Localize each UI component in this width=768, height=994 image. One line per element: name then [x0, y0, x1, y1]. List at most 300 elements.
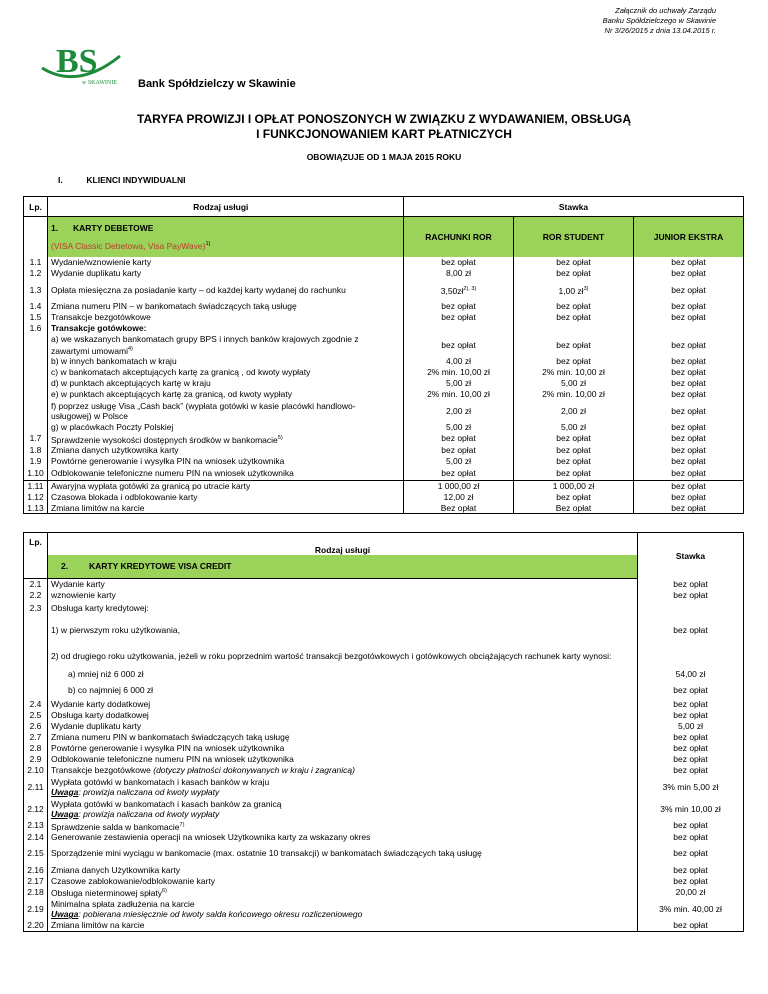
row-lp: 1.7 [24, 433, 48, 445]
debit-row [24, 312, 744, 323]
bank-name: Bank Spółdzielczy w Skawinie [138, 78, 296, 90]
row-value: bez opłat [638, 743, 744, 754]
row-note-text: : pobierana miesięcznie od kwoty salda końcowego okresu rozliczeniowego [78, 909, 363, 920]
row-text-value: Awaryjna wypłata gotówki za granicą po utracie karty [51, 481, 251, 492]
row-text-value: b) co najmniej 6 000 zł [68, 684, 154, 695]
value-text: bez opłat [556, 444, 591, 455]
row-value: bez opłat [638, 710, 744, 721]
value-text: bez opłat [556, 455, 591, 466]
row-lp: 1.11 [24, 480, 48, 491]
row-text-value: b) w innych bankomatach w kraju [51, 356, 177, 366]
row-text-value: Obsługa karty kredytowej: [51, 602, 149, 613]
document-title [0, 112, 768, 142]
row-text-value: Sprawdzenie salda w bankomacie [51, 821, 180, 832]
row-lp: 1.8 [24, 444, 48, 455]
row-value-0 [404, 378, 514, 389]
debit-cards-table [23, 196, 744, 514]
value-text: 2% min. 10,00 zł [427, 367, 490, 377]
title-line: I FUNKCJONOWANIEM KART PŁATNICZYCH [256, 127, 512, 141]
row-value-1 [514, 502, 634, 513]
row-value: bez opłat [638, 681, 744, 699]
row-text [48, 875, 638, 886]
value-text: bez opłat [671, 312, 706, 322]
row-text-value: Czasowa blokada i odblokowanie karty [51, 491, 198, 502]
row-text-value: Opłata miesięczna za posiadanie karty – od każdej karty wydanej do rachunku [51, 284, 346, 295]
row-note-label: Uwaga [51, 786, 79, 797]
row-text-value: Odblokowanie telefoniczne numeru PIN na wniosek użytkownika [51, 468, 294, 479]
row-note-text: : prowizja naliczana od kwoty wypłaty [78, 786, 220, 797]
value-text: bez opłat [441, 339, 476, 350]
debit-row [24, 334, 744, 356]
row-text-value: c) w bankomatach akceptujących kartę za granicą , od kwoty wypłaty [51, 367, 311, 377]
row-lp: 1.2 [24, 268, 48, 279]
row-lp: 2.12 [24, 798, 48, 820]
row-value-2 [634, 433, 744, 445]
row-text [48, 743, 638, 754]
row-text-value: Transakcje bezgotówkowe [51, 312, 151, 322]
row-value: bez opłat [638, 842, 744, 864]
row-value-1 [514, 279, 634, 301]
service-header: Rodzaj usługi [48, 197, 394, 217]
row-text [48, 400, 394, 422]
debit-row [24, 455, 744, 466]
row-text [48, 615, 638, 645]
row-value-0 [404, 480, 514, 491]
row-lp: 2.20 [24, 920, 48, 931]
row-lp: 2.4 [24, 699, 48, 710]
row-lp [24, 681, 48, 699]
row-lp: 2.18 [24, 886, 48, 898]
row-text [48, 312, 394, 323]
row-text-value: Zmiana numeru PIN – w bankomatach świadczących taką usługę [51, 301, 297, 311]
credit-row [24, 743, 744, 754]
value-text: 12,00 zł [443, 491, 474, 502]
credit-row [24, 898, 744, 920]
row-value-2 [634, 422, 744, 433]
row-text [48, 776, 638, 798]
row-text [48, 279, 394, 301]
debit-row [24, 268, 744, 279]
group-number-2: 2. [61, 561, 69, 572]
row-lp [24, 356, 48, 367]
logo-letters: BS [56, 43, 98, 80]
row-text [48, 444, 394, 455]
row-text [48, 502, 394, 513]
row-value-2 [634, 502, 744, 513]
debit-row [24, 433, 744, 445]
row-text-value: Transakcje bezgotówkowe [51, 765, 151, 775]
group-sub: (VISA Classic Debetowa, Visa PayWave) [51, 240, 206, 251]
row-value-0 [404, 356, 514, 367]
row-text-value: 2) od drugiego roku użytkowania, jeżeli w roku poprzednim wartość transakcji bezgotówkowych i gotówkowych obciążających rachunek karty wynosi: [51, 650, 612, 661]
row-value: bez opłat [638, 590, 744, 601]
row-lp: 2.17 [24, 875, 48, 886]
row-value-1 [514, 422, 634, 433]
debit-row [24, 279, 744, 301]
row-value-1 [514, 444, 634, 455]
row-lp [24, 400, 48, 422]
debit-row [24, 444, 744, 455]
row-text [48, 721, 638, 732]
value-text: 2,00 zł [560, 405, 587, 416]
group-sup: 1) [205, 240, 211, 247]
row-text [48, 898, 638, 920]
row-text-value: a) we wskazanych bankomatach grupy BPS i innych banków krajowych zgodnie z zawartymi umowami [51, 333, 359, 356]
row-value-2 [634, 444, 744, 455]
row-value-1 [514, 389, 634, 400]
row-value-0 [404, 400, 514, 422]
row-text-value: Sprawdzenie wysokości dostępnych środków w bankomacie [51, 434, 278, 445]
credit-row [24, 798, 744, 820]
row-value: bez opłat [638, 864, 744, 875]
row-text [48, 820, 638, 832]
row-lp: 1.12 [24, 491, 48, 502]
row-lp: 1.9 [24, 455, 48, 466]
row-text [48, 765, 638, 776]
row-value-1 [514, 400, 634, 422]
row-value-2 [634, 367, 744, 378]
value-sup: 2), 3) [463, 285, 477, 292]
row-lp [24, 667, 48, 681]
credit-row [24, 681, 744, 699]
row-value-0 [404, 491, 514, 502]
value-text: 5,00 zł [445, 378, 472, 388]
row-text [48, 480, 394, 491]
value-text: bez opłat [671, 405, 706, 416]
row-value-1 [514, 356, 634, 367]
credit-row [24, 754, 744, 765]
debit-row [24, 301, 744, 312]
lp-header: Lp. [24, 197, 48, 217]
group-name: KARTY DEBETOWE [73, 222, 154, 233]
row-text-value: Wypłata gotówki w bankomatach i kasach banków za granicą [51, 798, 282, 809]
debit-row [24, 257, 744, 268]
row-value-2 [634, 400, 744, 422]
row-value: bez opłat [638, 920, 744, 931]
credit-row [24, 601, 744, 615]
row-value-2 [634, 323, 744, 334]
row-text [48, 491, 394, 502]
row-note-text: : prowizja naliczana od kwoty wypłaty [78, 808, 220, 819]
value-text: bez opłat [671, 301, 706, 311]
document-subtitle: OBOWIĄZUJE OD 1 MAJA 2015 ROKU [306, 152, 462, 162]
row-value: bez opłat [638, 699, 744, 710]
row-lp: 2.11 [24, 776, 48, 798]
value-text: bez opłat [671, 491, 706, 502]
row-lp: 2.10 [24, 765, 48, 776]
row-lp [24, 389, 48, 400]
value-text: bez opłat [671, 356, 706, 366]
credit-cards-table [23, 532, 744, 932]
row-value [638, 645, 744, 667]
row-value-2 [634, 378, 744, 389]
value-text: bez opłat [671, 455, 706, 466]
value-text: bez opłat [556, 491, 591, 502]
section-number: I. [58, 175, 63, 185]
credit-row [24, 645, 744, 667]
value-text: bez opłat [556, 356, 591, 366]
row-text-value: Obsługa nieterminowej spłaty [51, 888, 163, 899]
debit-row [24, 466, 744, 480]
rate-header: Stawka [404, 197, 744, 217]
row-value-0 [404, 422, 514, 433]
row-lp [24, 615, 48, 645]
row-value-2 [634, 491, 744, 502]
row-text [48, 645, 638, 667]
row-text [48, 334, 394, 356]
row-value: bez opłat [638, 820, 744, 832]
value-text: 5,00 zł [445, 455, 472, 466]
row-value: bez opłat [638, 615, 744, 645]
row-text-value: Transakcje gotówkowe: [51, 323, 147, 333]
row-text-value: Wydanie karty dodatkowej [51, 699, 151, 709]
bank-logo [38, 38, 124, 90]
row-value-0 [404, 444, 514, 455]
row-lp [24, 378, 48, 389]
credit-row [24, 579, 744, 590]
row-lp: 1.4 [24, 301, 48, 312]
row-value: bez opłat [638, 754, 744, 765]
row-lp: 1.3 [24, 279, 48, 301]
value-text: bez opłat [671, 367, 706, 377]
credit-row [24, 886, 744, 898]
col-ror: RACHUNKI ROR [404, 217, 514, 257]
row-text [48, 699, 638, 710]
row-sup: 5) [277, 434, 283, 441]
row-text-value: Zmiana numeru PIN w bankomatach świadczących taką usługę [51, 732, 290, 742]
value-text: 1 000,00 zł [437, 481, 480, 492]
row-text-value: Sporządzenie mini wyciągu w bankomacie (max. ostatnie 10 transakcji) w bankomatach świadczących taką usługę [51, 848, 482, 859]
row-text [48, 590, 638, 601]
value-text: bez opłat [556, 339, 591, 350]
value-text: bez opłat [441, 444, 476, 455]
row-lp: 1.5 [24, 312, 48, 323]
row-text [48, 864, 638, 875]
service-header-2: Rodzaj usługi [48, 533, 638, 555]
row-text [48, 455, 394, 466]
credit-row [24, 710, 744, 721]
row-text-value: f) poprzez usługę Visa „Cash back” (wypłata gotówki w kasie placówki handlowo- usługowej) w Polsce [51, 400, 356, 421]
value-text: 2,00 zł [445, 405, 472, 416]
row-text-value: wznowienie karty [51, 590, 116, 600]
row-text [48, 356, 394, 367]
row-lp: 2.1 [24, 579, 48, 590]
row-value-1 [514, 323, 634, 334]
row-text-value: Czasowe zablokowanie/odblokowanie karty [51, 875, 215, 886]
value-text: 8,00 zł [445, 268, 472, 278]
row-text-value: Zmiana limitów na karcie [51, 920, 145, 931]
value-text: 5,00 zł [560, 378, 587, 388]
row-text-value: d) w punktach akceptujących kartę w kraju [51, 378, 211, 388]
row-text-value: Powtórne generowanie i wysyłka PIN na wniosek użytkownika [51, 455, 285, 466]
debit-row [24, 400, 744, 422]
debit-row [24, 323, 744, 334]
section-heading [58, 175, 186, 185]
row-value-2 [634, 334, 744, 356]
value-text: bez opłat [441, 301, 476, 311]
note-line: Załącznik do uchwały Zarządu [615, 6, 716, 15]
value-text: bez opłat [556, 312, 591, 322]
row-lp: 2.6 [24, 721, 48, 732]
credit-row [24, 667, 744, 681]
row-text-value: a) mniej niż 6 000 zł [68, 668, 144, 679]
row-value-0 [404, 367, 514, 378]
value-text: 4,00 zł [445, 356, 472, 366]
row-text-value: Obsługa karty dodatkowej [51, 710, 149, 720]
debit-row [24, 389, 744, 400]
row-value-2 [634, 301, 744, 312]
row-text-value: Wydanie/wznowienie karty [51, 257, 152, 267]
row-value: 54,00 zł [638, 667, 744, 681]
value-text: 5,00 zł [560, 422, 587, 432]
row-value-1 [514, 491, 634, 502]
row-value: bez opłat [638, 765, 744, 776]
row-text [48, 466, 394, 480]
row-value-2 [634, 279, 744, 301]
value-text: Bez opłat [555, 502, 592, 513]
row-text-value: Wydanie duplikatu karty [51, 721, 142, 731]
row-lp: 2.8 [24, 743, 48, 754]
row-value-0 [404, 268, 514, 279]
row-text-value: e) w punktach akceptujących kartę za granicą, od kwoty wypłaty [51, 389, 292, 399]
row-value-1 [514, 268, 634, 279]
row-lp [24, 422, 48, 433]
row-value: bez opłat [638, 579, 744, 590]
row-value-0 [404, 455, 514, 466]
value-text: bez opłat [441, 312, 476, 322]
value-text: bez opłat [671, 389, 706, 399]
row-text-value: Wydanie duplikatu karty [51, 268, 142, 278]
value-text: bez opłat [671, 284, 706, 295]
value-text: bez opłat [671, 339, 706, 350]
value-text: bez opłat [671, 444, 706, 455]
row-italic: (dotyczy płatności dokonywanych w kraju i zagranicą) [153, 765, 355, 775]
row-text [48, 754, 638, 765]
row-value-1 [514, 455, 634, 466]
debit-row [24, 480, 744, 491]
debit-row [24, 491, 744, 502]
row-text [48, 422, 394, 433]
row-lp [24, 645, 48, 667]
row-value-1 [514, 301, 634, 312]
row-lp: 2.15 [24, 842, 48, 864]
row-value-2 [634, 356, 744, 367]
row-text-value: Wydanie karty [51, 579, 105, 590]
row-value: 3% min. 40,00 zł [638, 898, 744, 920]
row-lp: 2.13 [24, 820, 48, 832]
row-text [48, 301, 394, 312]
row-value: bez opłat [638, 831, 744, 842]
row-text [48, 257, 394, 268]
row-lp: 2.16 [24, 864, 48, 875]
row-value-0 [404, 502, 514, 513]
row-value-1 [514, 433, 634, 445]
row-text-value: Wypłata gotówki w bankomatach i kasach banków w kraju [51, 776, 270, 787]
row-value: 20,00 zł [638, 886, 744, 898]
credit-row [24, 842, 744, 864]
value-sup: 3) [583, 285, 589, 292]
row-value-2 [634, 312, 744, 323]
row-text [48, 601, 638, 615]
row-value-1 [514, 466, 634, 480]
row-lp: 2.2 [24, 590, 48, 601]
row-value: 5,00 zł [638, 721, 744, 732]
row-text-value: Zmiana limitów na karcie [51, 502, 145, 513]
note-line: Nr 3/26/2015 z dnia 13.04.2015 r. [604, 26, 716, 35]
logo-sub: w SKAWINIE [82, 80, 118, 86]
row-text [48, 389, 394, 400]
row-text-value: Zmiana danych Użytkownika karty [51, 864, 180, 875]
debit-row [24, 367, 744, 378]
credit-row [24, 820, 744, 832]
row-text [48, 268, 394, 279]
value-text: bez opłat [556, 257, 591, 267]
row-text-value: Powtórne generowanie i wysyłka PIN na wniosek użytkownika [51, 743, 285, 753]
row-value [638, 601, 744, 615]
row-lp: 2.19 [24, 898, 48, 920]
value-text: bez opłat [556, 301, 591, 311]
row-value-1 [514, 480, 634, 491]
value-text: bez opłat [671, 268, 706, 278]
value-text: bez opłat [671, 433, 706, 444]
row-text-value: Odblokowanie telefoniczne numeru PIN na wniosek użytkownika [51, 754, 294, 764]
group-number: 1. [51, 222, 59, 233]
credit-row [24, 721, 744, 732]
row-text-value: Generowanie zestawienia operacji na wniosek Użytkownika karty za wskazany okres [51, 831, 371, 842]
row-value-2 [634, 466, 744, 480]
value-text: 1 000,00 zł [552, 481, 595, 492]
credit-row [24, 875, 744, 886]
row-text [48, 378, 394, 389]
credit-row [24, 590, 744, 601]
value-text: bez opłat [671, 481, 706, 492]
credit-row [24, 615, 744, 645]
row-lp: 2.3 [24, 601, 48, 615]
row-sup: 4) [128, 345, 133, 352]
col-ror-student: ROR STUDENT [514, 217, 634, 257]
row-text-value: Zmiana danych użytkownika karty [51, 444, 179, 455]
row-lp: 2.14 [24, 831, 48, 842]
title-line: TARYFA PROWIZJI I OPŁAT PONOSZONYCH W ZWIĄZKU Z WYDAWANIEM, OBSŁUGĄ [137, 112, 631, 126]
row-text [48, 667, 638, 681]
credit-row [24, 732, 744, 743]
row-value-0 [404, 466, 514, 480]
row-text [48, 920, 638, 931]
row-value-0 [404, 312, 514, 323]
row-value: 3% min 10,00 zł [638, 798, 744, 820]
value-text: 5,00 zł [445, 422, 472, 432]
value-text: Bez opłat [440, 502, 477, 513]
row-text [48, 323, 394, 334]
document-note [603, 6, 716, 36]
credit-row [24, 864, 744, 875]
row-value: bez opłat [638, 732, 744, 743]
row-text-value: Minimalna spłata zadłużenia na karcie [51, 899, 195, 910]
credit-row [24, 699, 744, 710]
credit-row [24, 776, 744, 798]
value-text: bez opłat [671, 422, 706, 432]
credit-group-title [48, 555, 638, 579]
row-value-0 [404, 301, 514, 312]
debit-group-title [48, 217, 394, 257]
row-sup: 7) [179, 821, 185, 828]
row-value-1 [514, 257, 634, 268]
rate-header-2-cell [638, 533, 744, 579]
value-text: bez opłat [671, 468, 706, 479]
row-text [48, 367, 394, 378]
row-value-0 [404, 257, 514, 268]
row-lp [24, 334, 48, 356]
